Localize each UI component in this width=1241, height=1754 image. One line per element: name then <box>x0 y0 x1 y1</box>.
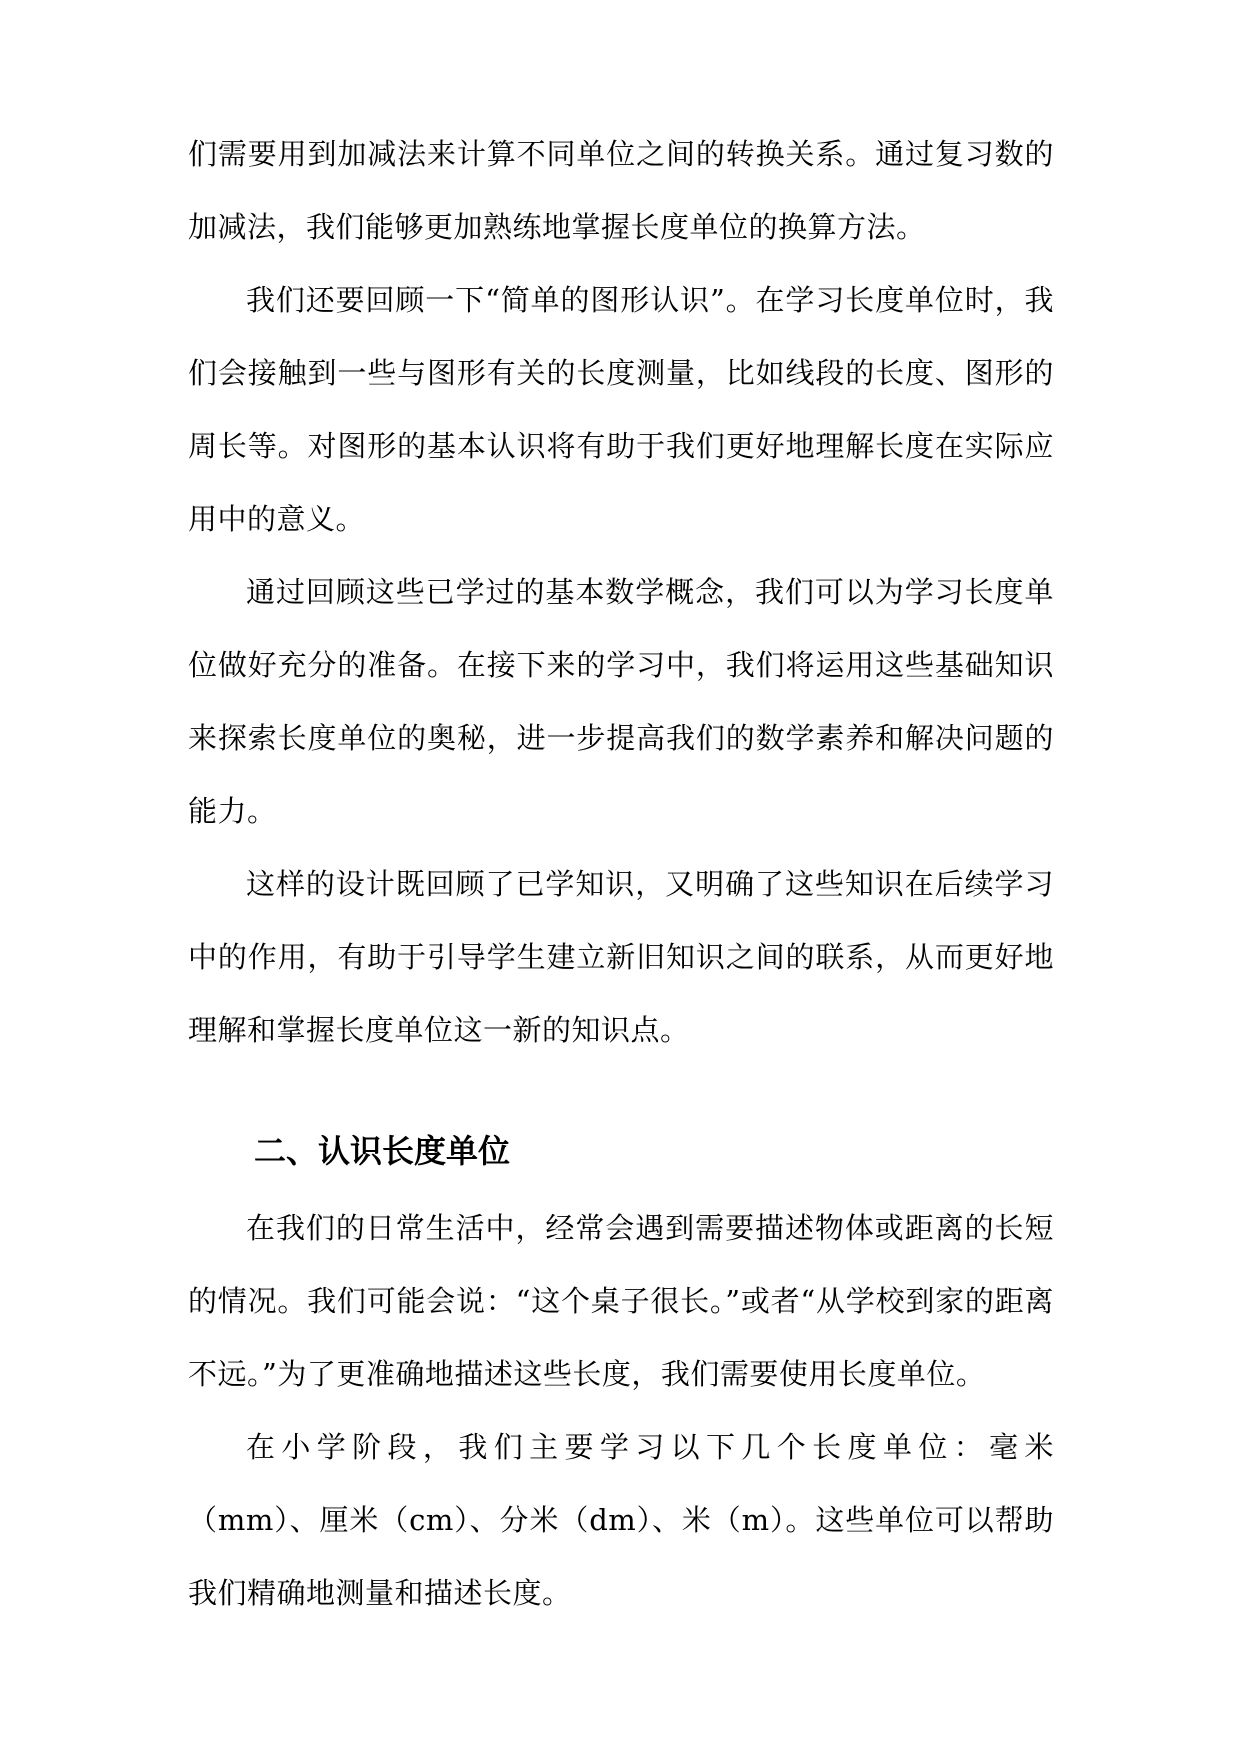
section-heading-length-units: 二、认识长度单位 <box>254 1132 511 1170</box>
paragraph-design-summary: 这样的设计既回顾了已学知识，又明确了这些知识在后续学习中的作用，有助于引导学生建立新旧知识之间的联系，从而更好地理解和掌握长度单位这一新的知识点。 <box>188 867 1054 1047</box>
paragraph-shape-recognition: 我们还要回顾一下“简单的图形认识”。在学习长度单位时，我们会接触到一些与图形有关的长度测量，比如线段的长度、图形的周长等。对图形的基本认识将有助于我们更好地理解长度在实际应用中的意义。 <box>188 283 1054 536</box>
paragraph-addition-subtraction: 们需要用到加减法来计算不同单位之间的转换关系。通过复习数的加减法，我们能够更加熟练地掌握长度单位的换算方法。 <box>188 137 1054 244</box>
paragraph-unit-list: 在小学阶段，我们主要学习以下几个长度单位：毫米（mm）、厘米（cm）、分米（dm）、米（m）。这些单位可以帮助我们精确地测量和描述长度。 <box>188 1430 1054 1610</box>
paragraph-review-concepts: 通过回顾这些已学过的基本数学概念，我们可以为学习长度单位做好充分的准备。在接下来的学习中，我们将运用这些基础知识来探索长度单位的奥秘，进一步提高我们的数学素养和解决问题的能力。 <box>188 575 1054 828</box>
document-body <box>188 0 1054 1630</box>
paragraph-daily-life-length: 在我们的日常生活中，经常会遇到需要描述物体或距离的长短的情况。我们可能会说：“这个桌子很长。”或者“从学校到家的距离不远。”为了更准确地描述这些长度，我们需要使用长度单位。 <box>188 1211 1054 1391</box>
